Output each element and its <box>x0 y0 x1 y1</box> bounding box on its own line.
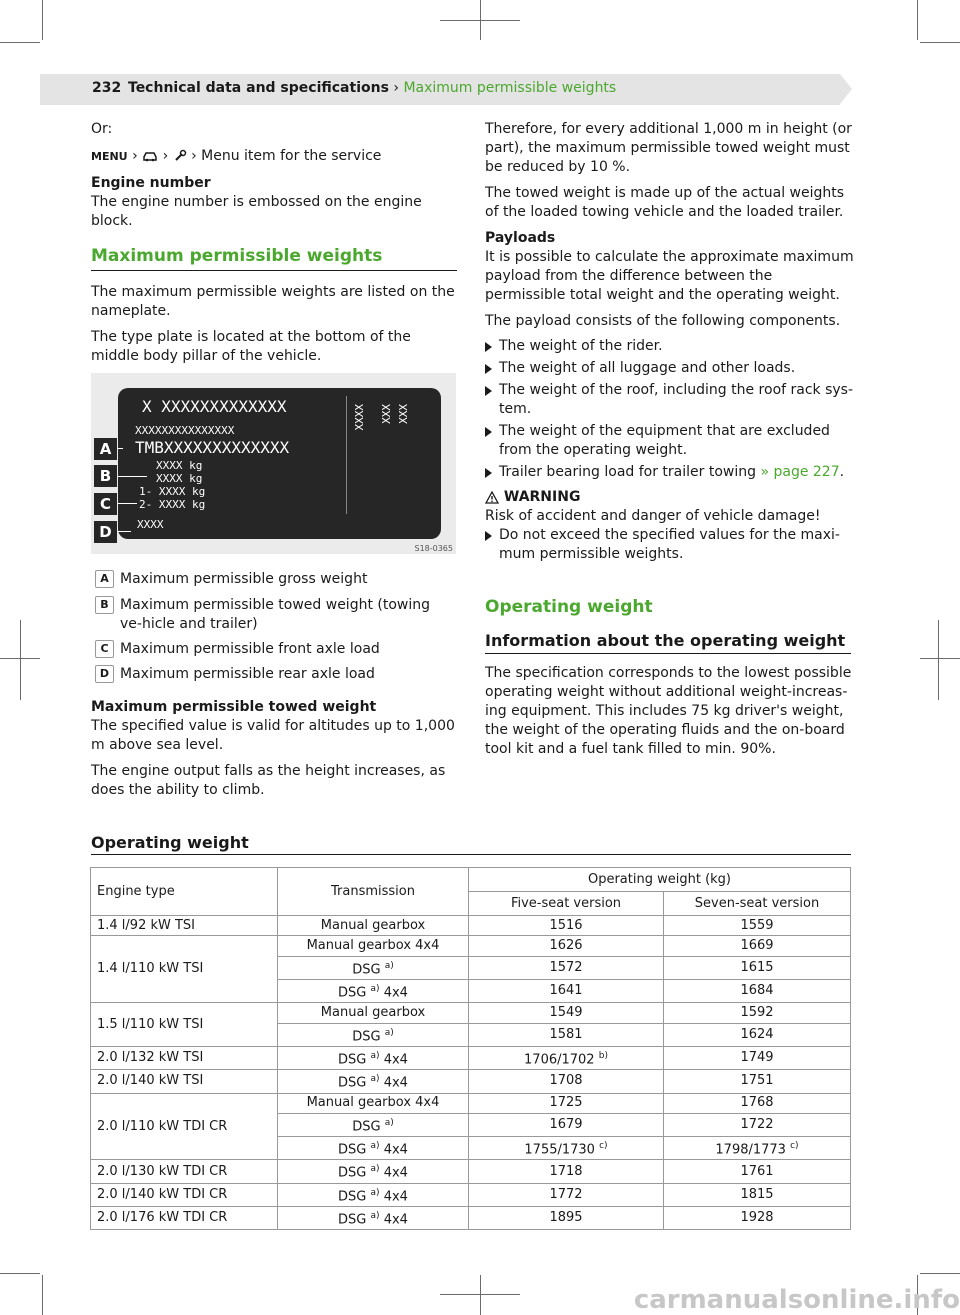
left-column <box>91 120 457 231</box>
heading-rule <box>91 270 457 271</box>
heading-operating-weight: Operating weight <box>485 597 653 617</box>
table-row: 2.0 l/140 kW TDI CR DSG $^{a)}$ 4x4 1772 1815 <box>91 1183 851 1206</box>
engine-number-title: Engine number <box>91 175 211 191</box>
warning-text: Risk of accident and danger of vehicle damage! <box>485 508 821 524</box>
payload-components: The payload consists of the following components. <box>485 313 841 329</box>
left-intro <box>91 283 461 366</box>
plate-letter-a: A <box>94 438 117 460</box>
header-engine: Engine type <box>91 868 278 916</box>
p-nameplate: The maximum permissible weights are listed on the nameplate. <box>91 284 455 319</box>
warning-bullet: Do not exceed the specified values for the maxi-mum permissible weights. <box>485 526 855 564</box>
car-icon <box>142 150 158 162</box>
image-code: S18-0365 <box>414 544 453 553</box>
engine-output-text: The engine output falls as the height increases, as does the ability to climb. <box>91 763 446 798</box>
table-row: 1.4 l/92 kW TSI Manual gearbox 1516 1559 <box>91 916 851 936</box>
towed-title: Maximum permissible towed weight <box>91 699 377 715</box>
list-item: The weight of the roof, including the roof rack sys-tem. <box>485 381 855 419</box>
header-seven-seat: Seven-seat version <box>664 892 851 916</box>
table-row: 2.0 l/130 kW TDI CR DSG $^{a)}$ 4x4 1718 1761 <box>91 1160 851 1183</box>
table-row: DSG $^{a)}$ 4x4 1641 1684 <box>91 979 851 1002</box>
or-text: Or: <box>91 121 113 137</box>
nameplate: X XXXXXXXXXXXXX XXXXXXXXXXXXXXX TMBXXXXXXXXXXXXX XXXX kg XXXX kg 1- XXXX kg 2- XXXX kg XXXX XXXX XXX XXX <box>118 388 441 539</box>
watermark: carmanualsonline.info <box>633 1285 960 1315</box>
page-number: 232 <box>92 80 122 96</box>
p-altitude: Therefore, for every additional 1,000 m in height (or part), the maximum permissible towed weight must be reduced by 10 %. <box>485 121 852 175</box>
warning-title-row <box>485 488 855 507</box>
warning-triangle-icon <box>485 491 499 504</box>
table-row: 2.0 l/176 kW TDI CR DSG $^{a)}$ 4x4 1895 1928 <box>91 1207 851 1230</box>
page-link[interactable]: » page 227 <box>760 464 840 480</box>
table-row: 1.4 l/110 kW TSI Manual gearbox 4x4 1626 1669 <box>91 936 851 956</box>
header-five-seat: Five-seat version <box>469 892 664 916</box>
wrench-icon <box>173 149 187 163</box>
operating-weight-text: The specification corresponds to the lowest possible operating weight without additional weight-increas-ing equipment. This includes 75 kg driver's weight, the weight of the operating fluids and the on-board tool kit and a fuel tank filled to min. 90%. <box>485 665 852 757</box>
header-transmission: Transmission <box>278 868 469 916</box>
p-type-plate: The type plate is located at the bottom of the middle body pillar of the vehicle. <box>91 329 411 364</box>
table-title-rule <box>91 854 851 855</box>
operating-weight-table <box>90 867 851 1230</box>
p-towed-weight: The towed weight is made up of the actual weights of the loaded towing vehicle and the loaded trailer. <box>485 185 845 220</box>
legend-text-a: Maximum permissible gross weight <box>120 571 368 587</box>
breadcrumb-separator: › <box>393 80 399 96</box>
legend-text-c: Maximum permissible front axle load <box>120 641 380 657</box>
table-row: DSG $^{a)}$ 1581 1624 <box>91 1023 851 1046</box>
table-title: Operating weight <box>91 833 249 852</box>
engine-number-text: The engine number is embossed on the engine block. <box>91 194 422 229</box>
legend-text-b: Maximum permissible towed weight (towing ve-hicle and trailer) <box>120 597 431 632</box>
warning-title: WARNING <box>503 489 581 505</box>
breadcrumb <box>128 80 616 96</box>
menu-label: MENU <box>91 150 128 163</box>
list-item: The weight of the rider. <box>485 337 855 356</box>
nameplate-illustration <box>91 373 456 554</box>
payloads-title: Payloads <box>485 230 556 246</box>
menu-path: MENU › › › Menu item for the service <box>91 148 382 164</box>
header-arrow <box>840 74 852 104</box>
list-item: Trailer bearing load for trailer towing » page 227. <box>485 463 855 482</box>
subheading-rule <box>485 653 851 654</box>
breadcrumb-section[interactable]: Technical data and specifications <box>128 80 389 96</box>
list-item: The weight of all luggage and other loads. <box>485 359 855 378</box>
table-row: 2.0 l/132 kW TSI DSG $^{a)}$ 4x4 1706/1702 $^{b)}$ 1749 <box>91 1046 851 1069</box>
payload-list <box>485 337 855 482</box>
breadcrumb-current: Maximum permissible weights <box>403 80 617 96</box>
table-row: DSG $^{a)}$ 1679 1722 <box>91 1113 851 1136</box>
table-row: 2.0 l/140 kW TSI DSG $^{a)}$ 4x4 1708 1751 <box>91 1070 851 1093</box>
table-row: 1.5 l/110 kW TSI Manual gearbox 1549 1592 <box>91 1003 851 1023</box>
legend-text-d: Maximum permissible rear axle load <box>120 666 375 682</box>
plate-letter-d: D <box>94 521 117 543</box>
plate-letter-b: B <box>94 465 117 487</box>
list-item: The weight of the equipment that are excluded from the operating weight. <box>485 422 855 460</box>
towed-weight-section <box>91 698 461 800</box>
payloads-text: It is possible to calculate the approximate maximum payload from the difference between the permissible total weight and the operating weight. <box>485 249 854 303</box>
plate-letter-c: C <box>94 493 117 515</box>
heading-max-weights: Maximum permissible weights <box>91 246 383 266</box>
table-row: DSG $^{a)}$ 4x4 1755/1730 $^{c)}$ 1798/1773 $^{c)}$ <box>91 1137 851 1160</box>
table-row: 2.0 l/110 kW TDI CR Manual gearbox 4x4 1725 1768 <box>91 1093 851 1113</box>
header-operating: Operating weight (kg) <box>469 868 851 892</box>
subheading-operating-weight: Information about the operating weight <box>485 631 846 650</box>
right-column <box>485 120 855 564</box>
table-row: DSG $^{a)}$ 1572 1615 <box>91 956 851 979</box>
towed-text: The specified value is valid for altitudes up to 1,000 m above sea level. <box>91 718 455 753</box>
